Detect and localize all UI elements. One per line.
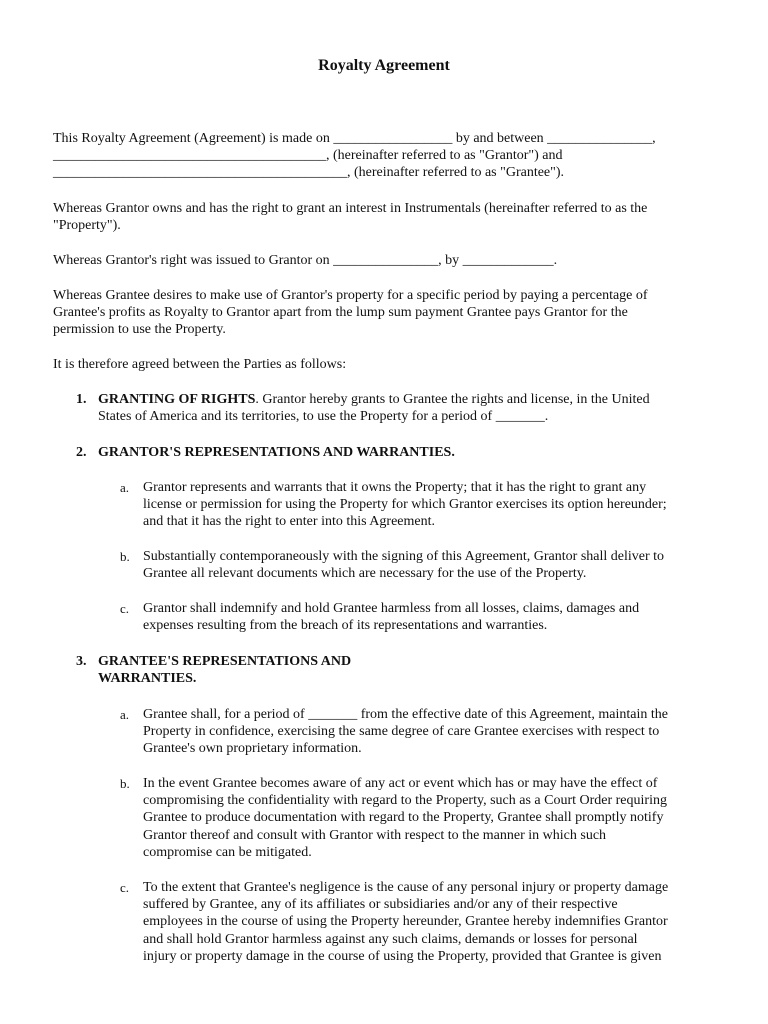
section-text: States of America and its territories, to use the Property for a period of _______. [98,409,549,425]
section-number: 1. [76,392,87,407]
item-letter: c. [120,601,130,616]
whereas-line: "Property"). [53,218,121,234]
whereas-line: permission to use the Property. [53,322,226,338]
list-item: Substantially contemporaneously with the signing of this Agreement, Grantor shall deliver to Grantee all relevant documents which are necessary for the use of the Property. [143,549,665,582]
whereas-line: Whereas Grantor's right was issued to Grantor on _______________, by _____________. [53,253,558,268]
section-heading: GRANTEE'S REPRESENTATIONS AND WARRANTIES. [98,654,352,687]
agreed-line: It is therefore agreed between the Parties as follows: [53,357,347,372]
document-title: Royalty Agreement [318,57,450,74]
list-item: Grantor shall indemnify and hold Grantee harmless from all losses, claims, damages and expenses resulting from the breach of its representations and warranties. [143,601,640,634]
agreed-paragraph [53,356,723,373]
list-item: To the extent that Grantee's negligence is the cause of any personal injury or property damage suffered by Grantee, any of its affiliates or subsidiaries and/or any of their respective employees in the course of using the Property hereunder, Grantee hereby indemnifies Grantor and shall hold Grantor harmless against any such claims, demands or losses for personal injury or property damage in the course of using the Property, provided that Grantee is given [143,880,669,964]
item-letter: a. [120,707,130,722]
list-item: Grantee shall, for a period of _______ from the effective date of this Agreement, maintain the Property in confidence, exercising the same degree of care Grantee exercises with respect to Grantee's own proprietary information. [143,707,668,757]
list-item: In the event Grantee becomes aware of any act or event which has or may have the effect of compromising the confidentiality with regard to the Property, such as a Court Order requiring Grantee to produce documentation with regard to the Property, Grantee shall promptly notify Grantor thereof and consult with Grantor with respect to the manner in which such compromise can be mitigated. [143,776,667,860]
whereas-line: Whereas Grantee desires to make use of Grantor's property for a specific period by paying a percentage of [53,288,648,303]
item-letter: b. [120,776,130,791]
whereas-issued-paragraph [53,252,723,269]
item-letter: a. [120,480,130,495]
section-number: 3. [76,654,87,669]
whereas-line: Grantee's profits as Royalty to Grantor apart from the lump sum payment Grantee pays Grantor for the [53,305,628,321]
section-granting-of-rights [98,391,728,425]
item-letter: b. [120,549,130,564]
section-text: . Grantor hereby grants to Grantee the rights and license, in the United [255,392,650,407]
whereas-royalty-paragraph [53,287,723,339]
intro-line: This Royalty Agreement (Agreement) is made on _________________ by and between _______________, [53,131,656,146]
section-number: 2. [76,445,87,460]
intro-line: __________________________________________, (hereinafter referred to as "Grantee"). [53,165,565,181]
whereas-ownership-paragraph [53,200,723,234]
item-letter: c. [120,880,130,895]
whereas-line: Whereas Grantor owns and has the right to grant an interest in Instrumentals (hereinafter referred to as the [53,201,648,216]
intro-line: _______________________________________, (hereinafter referred to as "Grantor") and [53,148,563,164]
intro-paragraph [53,130,723,182]
section-heading: GRANTOR'S REPRESENTATIONS AND WARRANTIES. [98,445,455,460]
section-heading: GRANTING OF RIGHTS [98,392,256,407]
list-item: Grantor represents and warrants that it owns the Property; that it has the right to grant any license or permission for using the Property for which Grantor exercises its option hereunder; and that it has the right to enter into this Agreement. [143,480,667,530]
